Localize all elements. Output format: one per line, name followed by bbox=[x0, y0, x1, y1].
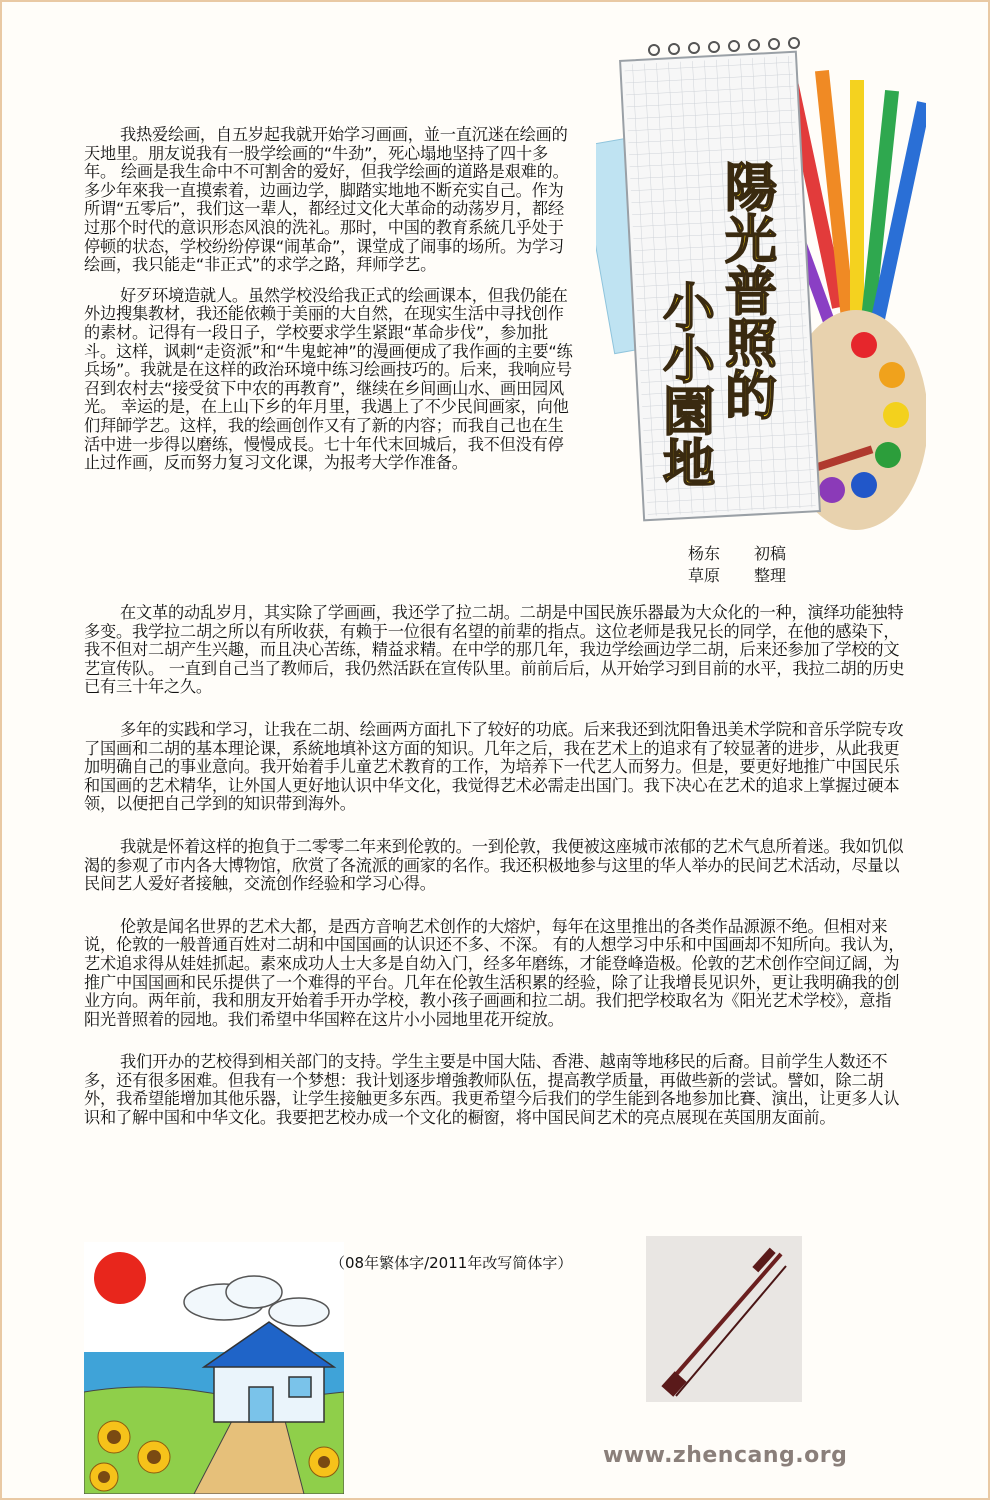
revision-note: （08年繁体字/2011年改写简体字） bbox=[330, 1254, 573, 1272]
paragraph: 伦敦是闻名世界的艺术大都，是西方音响艺术创作的大熔炉，每年在这里推出的各类作品源源不绝。但相对来说，伦敦的一般普通百姓对二胡和中国国画的认识还不多、不深。 有的人想学习中乐和中国画却不知所向。我认为，艺术追求得从娃娃抓起。素來成功人士大多是自幼入门，经多年磨练，才能登峰造极。伦敦的艺术创作空间辽阔，为推广中国国画和民乐提供了一个难得的平台。几年在伦敦生活积累的经验，除了让我增長见识外，更让我明确我的创业方向。两年前，我和朋友开始着手开办学校，教小孩子画画和拉二胡。我们把学校取名为《阳光艺术学校》，意指阳光普照着的园地。我们希望中华国粹在这片小小园地里花开绽放。 bbox=[84, 916, 905, 1029]
notebook-illustration bbox=[596, 30, 926, 540]
sun-icon bbox=[94, 1252, 146, 1304]
credit-name: 草原 bbox=[688, 566, 721, 585]
erhu-photo bbox=[646, 1236, 802, 1402]
credit-row bbox=[688, 565, 786, 587]
website-watermark: www.zhencang.org bbox=[603, 1443, 848, 1468]
paragraph: 多年的实践和学习，让我在二胡、绘画两方面扎下了较好的功底。后来我还到沈阳鲁迅美术学院和音乐学院专攻了国画和二胡的基本理论课，系統地填补这方面的知识。几年之后，我在艺术上的追求有了较显著的进步，从此我更加明确自己的事业意向。我开始着手儿童艺术教育的工作，为培养下一代艺人而努力。但是，要更好地推广中国民乐和国画的艺术精华，让外国人更好地认识中华文化，我觉得艺术必需走出国门。我下决心在艺术的追求上掌握过硬本领，以便把自己学到的知识带到海外。 bbox=[84, 719, 904, 814]
title-line-2: 小小園地 bbox=[653, 280, 715, 488]
paragraph: 我们开办的艺校得到相关部门的支持。学生主要是中国大陆、香港、越南等地移民的后裔。目前学生人数还不多，还有很多困难。但我有一个梦想：我计划逐步增強教师队伍，提高教学质量，再做些新的尝试。譬如，除二胡外，我希望能增加其他乐器，让学生接触更多东西。我更希望今后我们的学生能到各地参加比賽、演出，让更多人认识和了解中国和中华文化。我要把艺校办成一个文化的橱窗，将中国民间艺术的亮点展现在英国朋友面前。 bbox=[84, 1052, 900, 1128]
credit-name: 杨东 bbox=[688, 544, 721, 563]
title-line-1: 陽光普照的 bbox=[715, 160, 777, 420]
credit-role: 整理 bbox=[754, 566, 787, 585]
paragraph: 好歹环境造就人。虽然学校没给我正式的绘画课本，但我仍能在外边搜集教材，我还能依赖于美丽的大自然，在现实生活中寻找创作的素材。记得有一段日子，学校要求学生紧跟“革命步伐”，参加批斗。这样，讽刺“走资派”和“牛鬼蛇神”的漫画便成了我作画的主要“练兵场”。我就是在这样的政治环境中练习绘画技巧的。后来，我响应号召到农村去“接受贫下中农的再教育”，继续在乡间画山水、画田园风光。 幸运的是，在上山下乡的年月里，我遇上了不少民间画家，向他们拜師学艺。这样，我的绘画创作又有了新的内容；而我自己也在生活中进一步得以磨练，慢慢成長。七十年代末回城后，我不但没有停止过作画，反而努力复习文化课，为报考大学作准备。 bbox=[84, 285, 573, 473]
paragraph: 我热爱绘画，自五岁起我就开始学习画画，並一直沉迷在绘画的天地里。朋友说我有一股学绘画的“牛劲”，死心塌地坚持了四十多年。 绘画是我生命中不可割舍的爱好，但我学绘画的道路是艰难的。多少年來我一直摸索着，边画边学，脚踏实地地不断充实自己。作为所谓“五零后”，我们这一辈人，都经过文化大革命的动荡岁月，都经过那个时代的意识形态风浪的洗礼。那时，中国的教育系統几乎处于停顿的状态，学校纷纷停课“闹革命”，课堂成了闹事的场所。为学习绘画，我只能走“非正式”的求学之路，拜师学艺。 bbox=[84, 125, 569, 275]
article-intro bbox=[84, 126, 578, 473]
article-body bbox=[84, 604, 906, 1128]
paragraph: 我就是怀着这样的抱負于二零零二年来到伦敦的。一到伦敦，我便被这座城市浓郁的艺术气息所着迷。我如饥似渴的参观了市内各大博物馆，欣赏了各流派的画家的名作。我还积极地参与这里的华人举办的民间艺术活动，尽量以民间艺人爱好者接触，交流创作经验和学习心得。 bbox=[84, 836, 904, 894]
credit-row bbox=[688, 543, 786, 565]
credit-role: 初稿 bbox=[754, 544, 787, 563]
credits bbox=[688, 543, 786, 587]
house-drawing-illustration bbox=[84, 1242, 344, 1494]
paragraph: 在文革的动乱岁月，其实除了学画画，我还学了拉二胡。二胡是中国民族乐器最为大众化的一种，演绎功能独特多变。我学拉二胡之所以有所收获，有赖于一位很有名望的前辈的指点。这位老师是我兄长的同学，在他的感染下，我不但对二胡产生兴趣，而且决心苦练，精益求精。在中学的那几年，我边学绘画边学二胡，后来还参加了学校的文艺宣传队。 一直到自己当了教师后，我仍然活跃在宣传队里。前前后后，从开始学习到目前的水平，我拉二胡的历史已有三十年之久。 bbox=[84, 603, 905, 697]
